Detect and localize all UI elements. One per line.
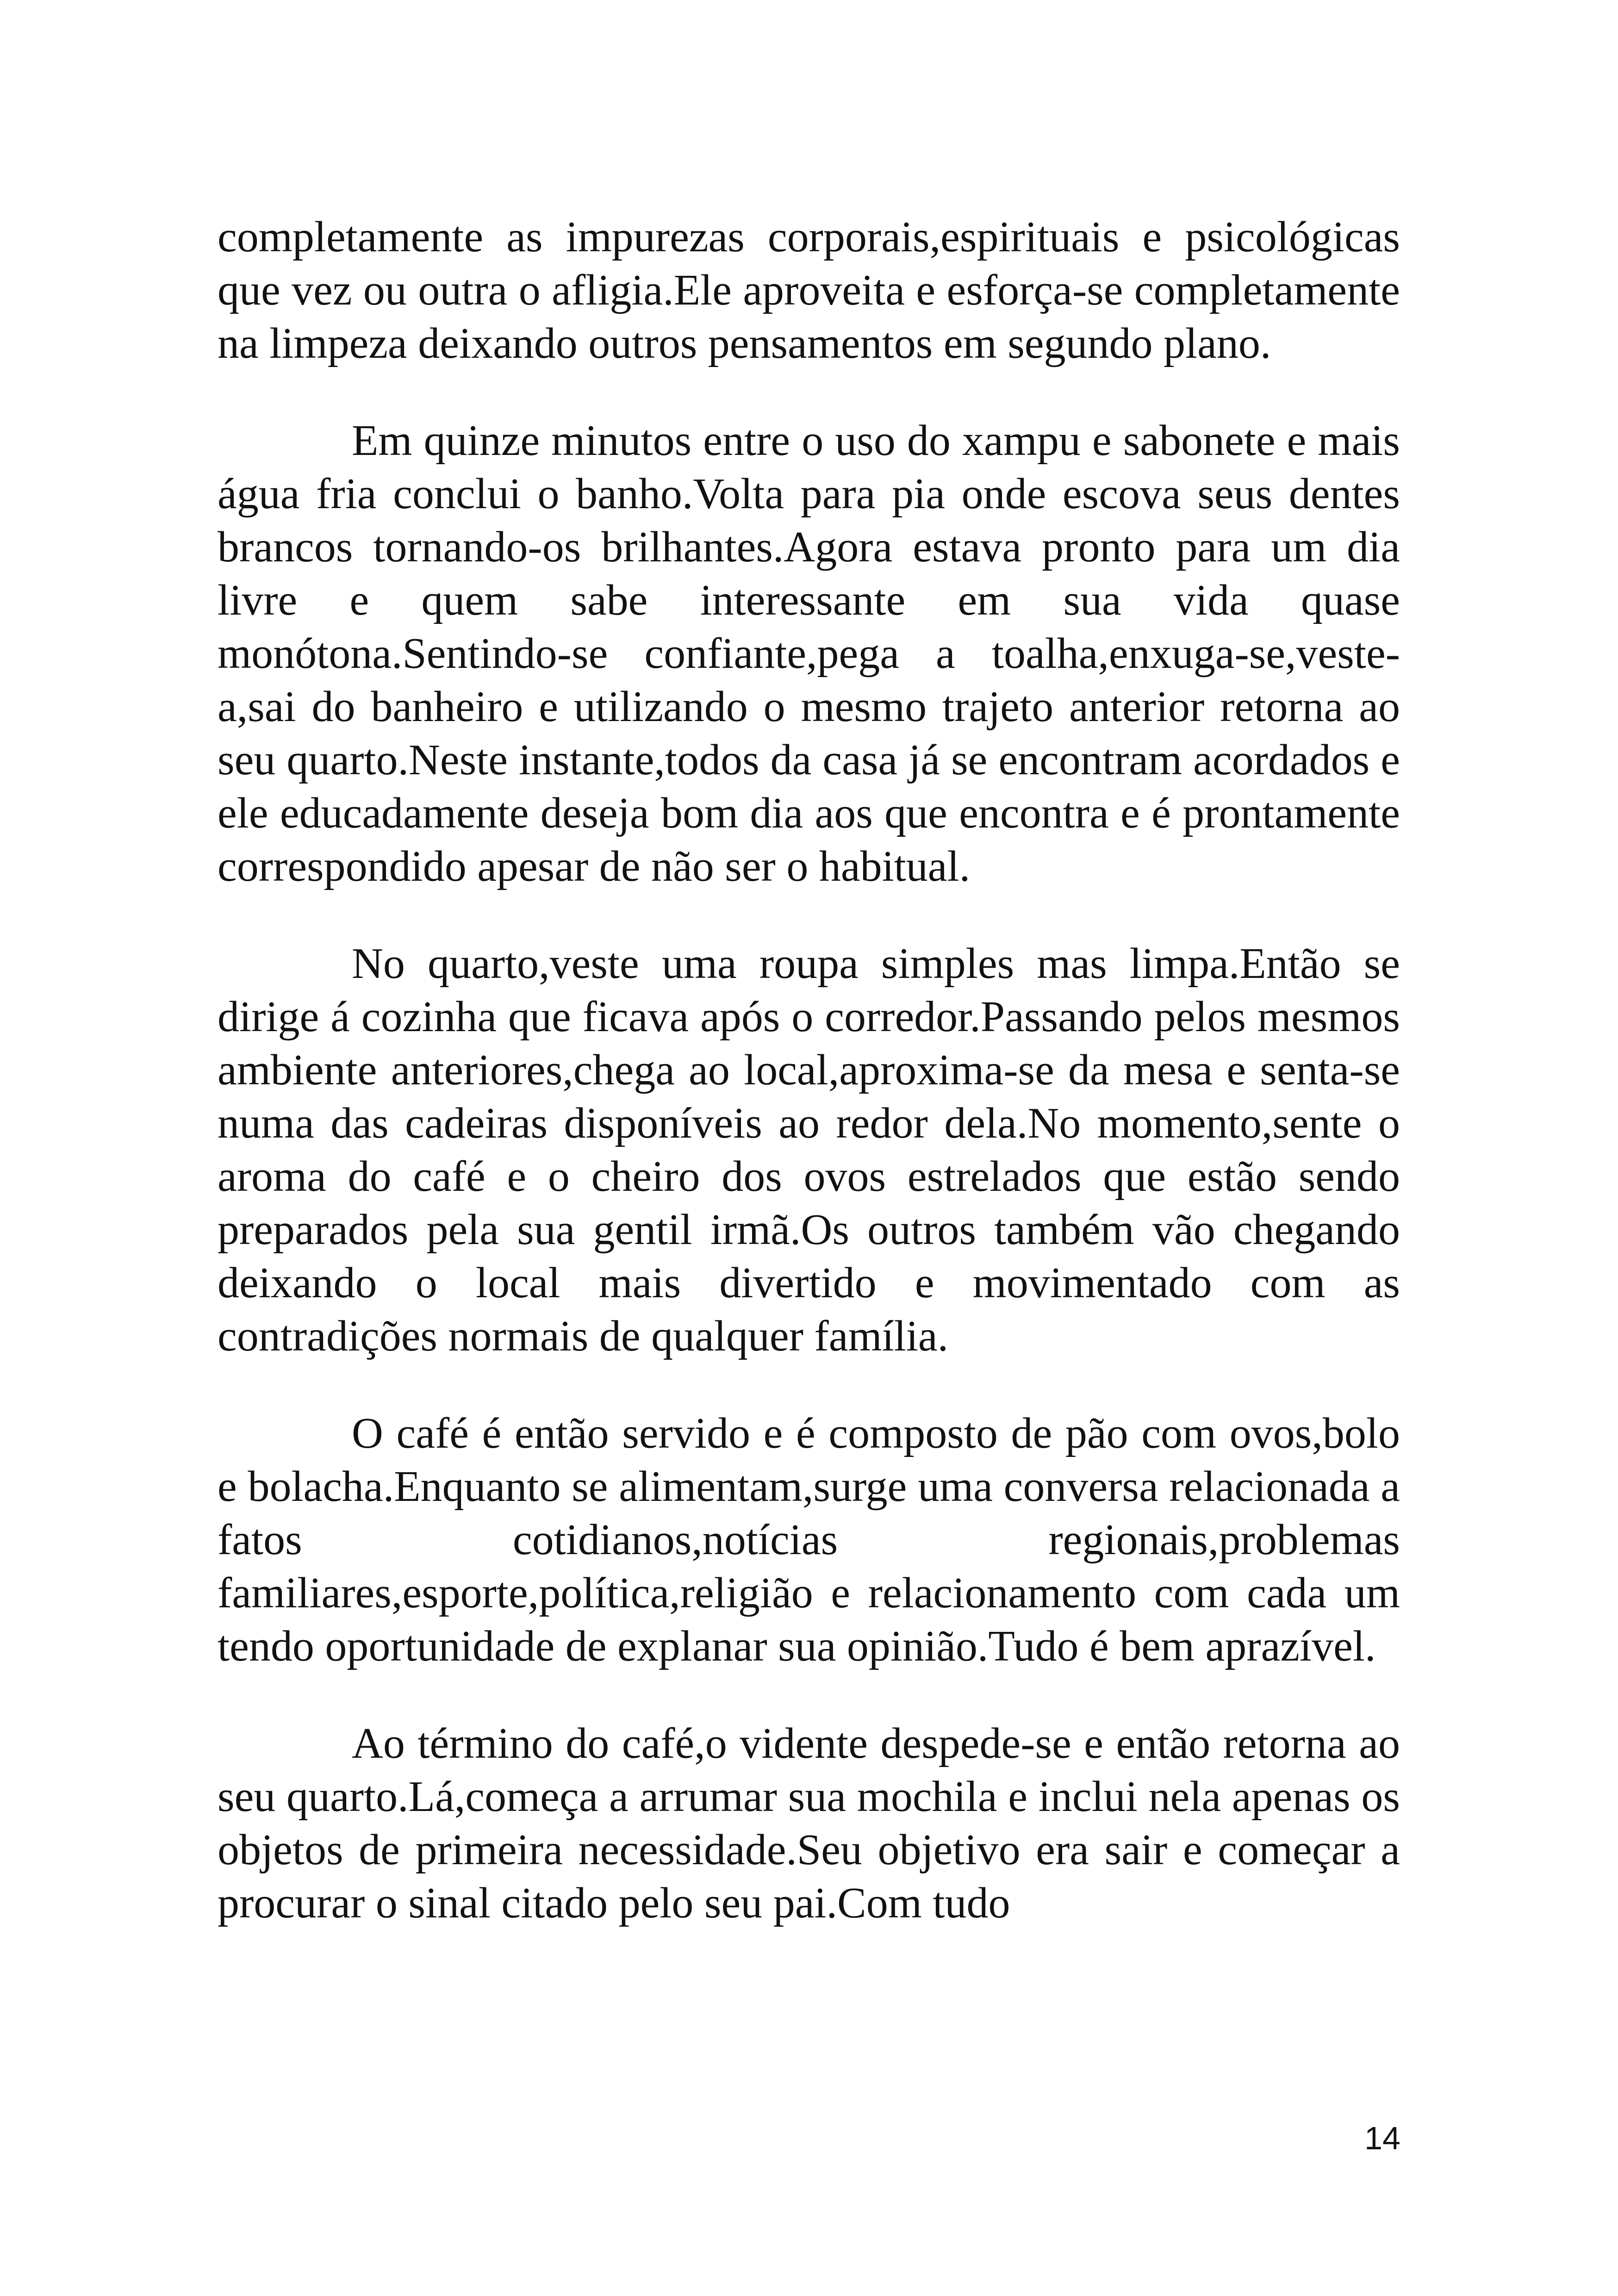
page-number: 14 — [1364, 2120, 1400, 2156]
paragraph-3: No quarto,veste uma roupa simples mas limpa.Então se dirige á cozinha que ficava após o corredor.Passando pelos mesmos ambiente anteriores,chega ao local,aproxima-se da mesa e senta-se numa das cadeiras disponíveis ao redor dela.No momento,sente o aroma do café e o cheiro dos ovos estrelados que estão sendo preparados pela sua gentil irmã.Os outros também vão chegando deixando o local mais divertido e movimentado com as contradições normais de qualquer família. — [218, 940, 1400, 1360]
body-text — [218, 211, 1400, 1974]
paragraph-1: completamente as impurezas corporais,espirituais e psicológicas que vez ou outra o afligia.Ele aproveita e esforça-se completamente na limpeza deixando outros pensamentos em segundo plano. — [218, 213, 1400, 367]
paragraph-2: Em quinze minutos entre o uso do xampu e sabonete e mais água fria conclui o banho.Volta para pia onde escova seus dentes brancos tornando-os brilhantes.Agora estava pronto para um dia livre e quem sabe interessante em sua vida quase monótona.Sentindo-se confiante,pega a toalha,enxuga-se,veste-a,sai do banheiro e utilizando o mesmo trajeto anterior retorna ao seu quarto.Neste instante,todos da casa já se encontram acordados e ele educadamente deseja bom dia aos que encontra e é prontamente correspondido apesar de não ser o habitual. — [218, 417, 1400, 890]
paragraph-5: Ao término do café,o vidente despede-se e então retorna ao seu quarto.Lá,começa a arrumar sua mochila e inclui nela apenas os objetos de primeira necessidade.Seu objetivo era sair e começar a procurar o sinal citado pelo seu pai.Com tudo — [218, 1719, 1400, 1927]
paragraph-4: O café é então servido e é composto de pão com ovos,bolo e bolacha.Enquanto se alimentam,surge uma conversa relacionada a fatos cotidianos,notícias regionais,problemas familiares,esporte,política,religião e relacionamento com cada um tendo oportunidade de explanar sua opinião.Tudo é bem aprazível. — [218, 1409, 1400, 1670]
